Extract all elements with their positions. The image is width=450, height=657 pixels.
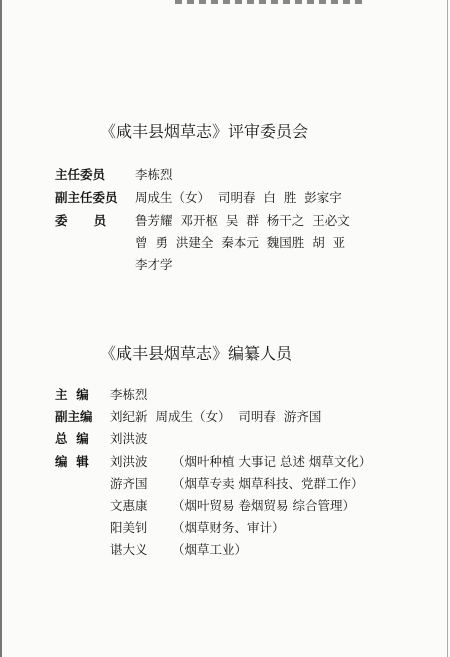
committee-deputy-names: 周成生（女） 司明春 白 胜 彭家宇 bbox=[135, 190, 342, 205]
deputy-editors-row bbox=[55, 407, 321, 425]
editor-scope: （烟草专卖 烟草科技、党群工作） bbox=[172, 476, 364, 491]
page-right-edge bbox=[447, 0, 448, 657]
committee-members-label: 委 员 bbox=[55, 213, 107, 228]
general-editor-label: 总 编 bbox=[55, 431, 89, 446]
editor-name: 文惠康 bbox=[110, 498, 148, 513]
editor-row-2 bbox=[110, 474, 363, 492]
committee-members-line-2: 曾 勇 洪建全 秦本元 魏国胜 胡 亚 bbox=[135, 235, 346, 250]
editor-scope: （烟草财务、审计） bbox=[172, 520, 285, 535]
committee-deputy-row bbox=[55, 188, 342, 206]
committee-director-names: 李栋烈 bbox=[135, 167, 173, 182]
chief-editor-label: 主 编 bbox=[55, 387, 89, 402]
committee-director-row bbox=[55, 165, 173, 183]
committee-members-line-3: 李才学 bbox=[135, 257, 173, 272]
committee-members-row-3 bbox=[135, 255, 173, 273]
deputy-editors-label: 副主编 bbox=[55, 409, 93, 424]
committee-deputy-label: 副主任委员 bbox=[55, 190, 118, 205]
page-left-edge bbox=[0, 0, 2, 657]
editor-row-5 bbox=[110, 540, 247, 558]
general-editor-names: 刘洪波 bbox=[110, 431, 148, 446]
page-top-edge-mark bbox=[175, 0, 367, 4]
committee-members-line-1: 鲁芳耀 邓开枢 吴 群 杨干之 王必文 bbox=[135, 213, 350, 228]
deputy-editors-names: 刘纪新 周成生（女） 司明春 游齐国 bbox=[110, 409, 322, 424]
general-editor-row bbox=[55, 429, 148, 447]
editor-row-4 bbox=[110, 518, 285, 536]
chief-editor-names: 李栋烈 bbox=[110, 387, 148, 402]
committee-members-row bbox=[55, 211, 350, 229]
chief-editor-row bbox=[55, 385, 148, 403]
editor-row-1 bbox=[55, 452, 371, 470]
editor-name: 谌大义 bbox=[110, 542, 148, 557]
editors-label: 编 辑 bbox=[55, 454, 89, 469]
editor-name: 刘洪波 bbox=[110, 454, 148, 469]
editor-scope: （烟叶贸易 卷烟贸易 综合管理） bbox=[172, 498, 355, 513]
committee-members-row-2 bbox=[135, 233, 345, 251]
review-committee-title: 《咸丰县烟草志》评审委员会 bbox=[100, 122, 309, 141]
editor-scope: （烟叶种植 大事记 总述 烟草文化） bbox=[172, 454, 372, 469]
editor-scope: （烟草工业） bbox=[172, 542, 248, 557]
editor-name: 游齐国 bbox=[110, 476, 148, 491]
editorial-staff-title: 《咸丰县烟草志》编纂人员 bbox=[100, 344, 293, 363]
editor-row-3 bbox=[110, 496, 355, 514]
editor-name: 阳美钊 bbox=[110, 520, 148, 535]
committee-director-label: 主任委员 bbox=[55, 167, 106, 182]
